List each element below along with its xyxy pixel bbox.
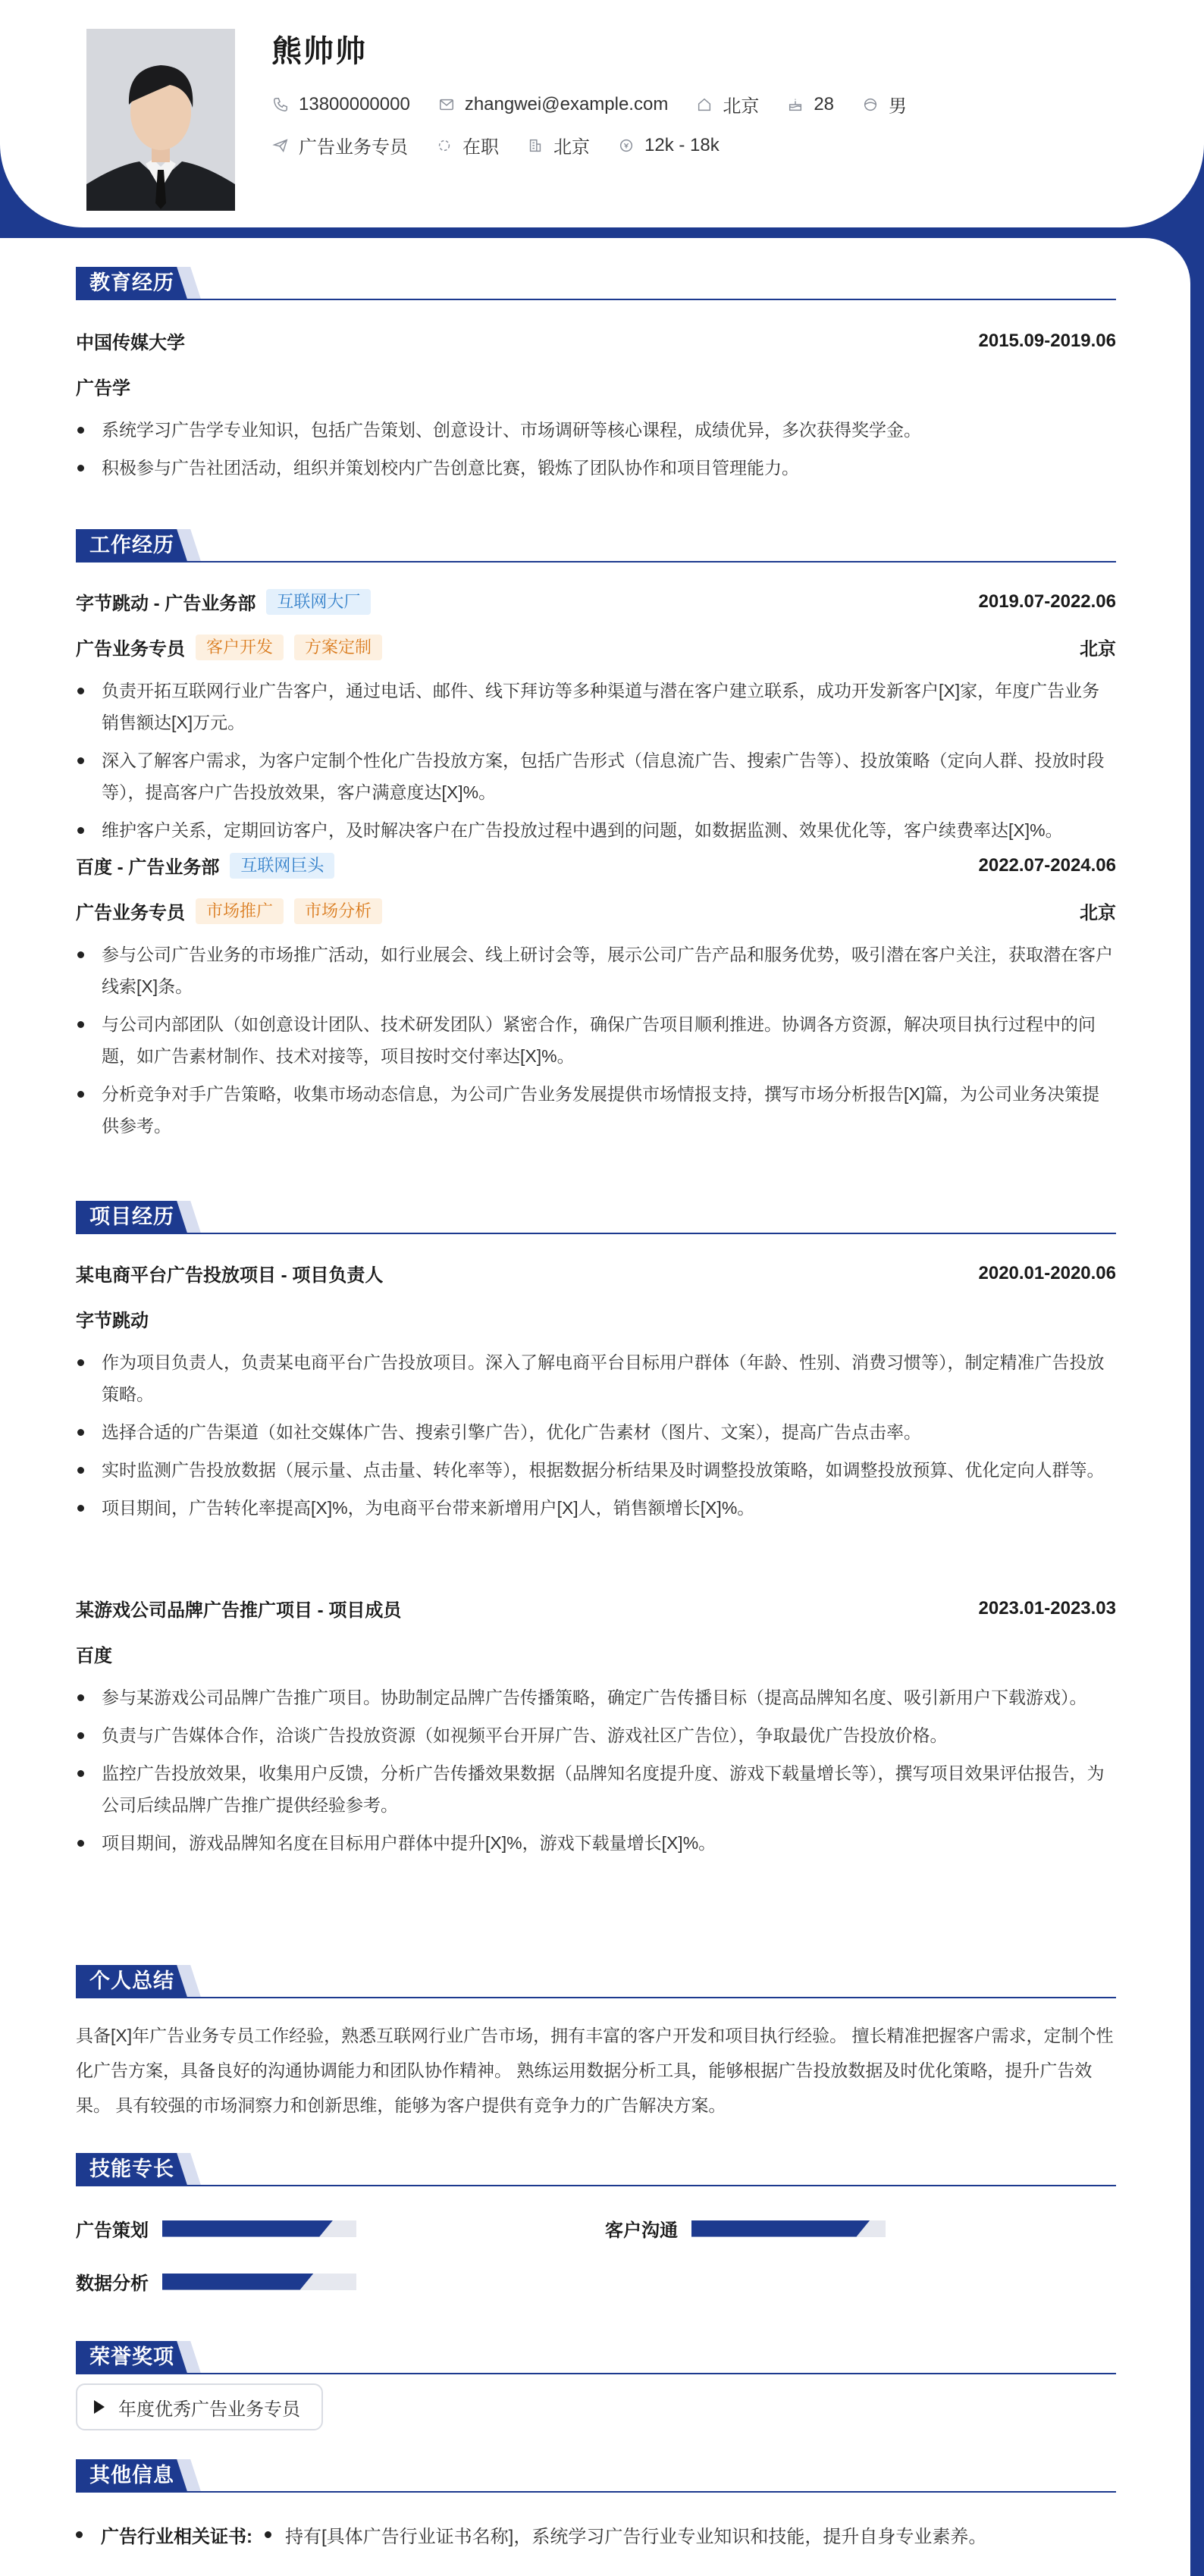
section-title: 工作经历 — [76, 529, 188, 561]
gender-icon — [861, 96, 879, 114]
work-location: 北京 — [1080, 903, 1116, 923]
section-title: 项目经历 — [76, 1201, 188, 1233]
email-text: zhangwei@example.com — [464, 93, 669, 114]
position-item — [271, 132, 408, 158]
city-item — [526, 132, 590, 158]
home-icon — [695, 96, 713, 114]
email-item — [437, 94, 669, 115]
phone-icon — [271, 96, 290, 114]
project-org: 字节跳动 — [76, 1311, 149, 1331]
list-item: 参与公司广告业务的市场推广活动，如行业展会、线上研讨会等，展示公司广告产品和服务优势，吸引潜在客户关注，获取潜在客户线索[X]条。 — [76, 939, 1116, 1002]
education-section-header — [76, 267, 1116, 300]
list-item: 选择合适的广告渠道（如社交媒体广告、搜索引擎广告），优化广告素材（图片、文案），提高广告点击率。 — [76, 1416, 1116, 1448]
list-item: 项目期间，游戏品牌知名度在目标用户群体中提升[X]%，游戏下载量增长[X]%。 — [76, 1827, 1116, 1859]
work-company-row — [76, 852, 1116, 879]
list-item: 参与某游戏公司品牌广告推广项目。协助制定品牌广告传播策略，确定广告传播目标（提高品牌知名度、吸引新用户下载游戏）。 — [76, 1681, 1116, 1713]
phone-text: 13800000000 — [299, 93, 410, 114]
resume-body — [0, 238, 1190, 2576]
salary-item — [617, 135, 720, 156]
other-section-header — [76, 2459, 1116, 2493]
work-location: 北京 — [1080, 639, 1116, 660]
skills-section-header — [76, 2153, 1116, 2186]
list-item: 系统学习广告学专业知识，包括广告策划、创意设计、市场调研等核心课程，成绩优异，多次获得奖学金。 — [76, 414, 1116, 446]
role-tag: 客户开发 — [196, 635, 284, 660]
skill-item — [76, 2215, 356, 2242]
award-item — [76, 2383, 323, 2430]
role-name: 广告业务专员 — [76, 639, 185, 660]
list-item: 监控广告投放效果，收集用户反馈，分析广告传播效果数据（品牌知名度提升度、游戏下载量增长等），撰写项目效果评估报告，为公司后续品牌广告推广提供经验参考。 — [76, 1757, 1116, 1821]
project-row — [76, 1260, 1116, 1286]
list-item: 积极参与广告社团活动，组织并策划校内广告创意比赛，锻炼了团队协作和项目管理能力。 — [76, 452, 1116, 484]
list-item: 深入了解客户需求，为客户定制个性化广告投放方案，包括广告形式（信息流广告、搜索广告等）、投放策略（定向人群、投放时段等），提高客户广告投放效果，客户满意度达[X]%。 — [76, 744, 1116, 808]
school-name: 中国传媒大学 — [76, 333, 185, 353]
phone-item — [271, 94, 410, 115]
list-item: 分析竞争对手广告策略，收集市场动态信息，为公司广告业务发展提供市场情报支持，撰写市场分析报告[X]篇，为公司业务决策提供参考。 — [76, 1078, 1116, 1142]
education-row — [76, 327, 1116, 354]
awards-section-header — [76, 2341, 1116, 2374]
skill-name: 广告策划 — [76, 2220, 149, 2241]
status-icon — [435, 136, 453, 155]
gender-text: 男 — [889, 96, 908, 117]
summary-text: 具备[X]年广告业务专员工作经验，熟悉互联网行业广告市场，拥有丰富的客户开发和项目执行经验。 擅长精准把握客户需求，定制个性化广告方案，具备良好的沟通协调能力和团队协作精神。 熟练运用数据分析工具，能够根据广告投放数据及时优化策略，提升广告效果。 具有较强的市场洞察力和创新思维，能够为客户提供有竞争力的广告解决方案。 — [76, 2026, 1114, 2115]
skill-bar — [162, 2274, 356, 2290]
skill-bar-fill — [162, 2274, 314, 2290]
section-title: 个人总结 — [76, 1965, 188, 1997]
work-role-row — [76, 898, 1116, 924]
work-company-row — [76, 588, 1116, 615]
company-tag: 互联网大厂 — [266, 589, 371, 615]
salary-text: 12k - 18k — [644, 134, 720, 155]
role-tag: 市场推广 — [196, 898, 284, 924]
work-role-row — [76, 634, 1116, 660]
mail-icon — [437, 96, 456, 114]
skill-name: 客户沟通 — [605, 2220, 678, 2241]
age-item — [786, 94, 834, 115]
job-intent-row — [271, 132, 747, 158]
project-name: 某游戏公司品牌广告推广项目 - 项目成员 — [76, 1600, 402, 1621]
education-bullets — [76, 414, 1116, 490]
contact-row — [271, 91, 934, 118]
avatar — [86, 29, 235, 211]
status-item — [435, 132, 499, 158]
role-tag: 市场分析 — [294, 898, 382, 924]
project-bullets — [76, 1681, 1116, 1865]
company-tag: 互联网巨头 — [230, 853, 334, 879]
skill-bar — [691, 2220, 886, 2237]
skill-item — [76, 2268, 356, 2295]
profile-header — [0, 0, 1204, 227]
list-item: 负责与广告媒体合作，洽谈广告投放资源（如视频平台开屏广告、游戏社区广告位），争取最优广告投放价格。 — [76, 1719, 1116, 1751]
work-period: 2019.07-2022.06 — [978, 591, 1116, 612]
work-bullets — [76, 675, 1116, 852]
skill-bar — [162, 2220, 356, 2237]
candidate-name: 熊帅帅 — [271, 35, 367, 68]
list-item: 维护客户关系，定期回访客户，及时解决客户在广告投放过程中遇到的问题，如数据监测、效果优化等，客户续费率达[X]%。 — [76, 814, 1116, 846]
project-org-row — [76, 1641, 1116, 1667]
company-name: 百度 - 广告业务部 — [76, 857, 220, 878]
education-period: 2015.09-2019.06 — [978, 330, 1116, 351]
project-bullets — [76, 1346, 1116, 1530]
city-text: 北京 — [553, 137, 590, 158]
project-org-row — [76, 1305, 1116, 1332]
skill-item — [605, 2215, 886, 2242]
project-org: 百度 — [76, 1646, 112, 1666]
list-item: 与公司内部团队（如创意设计团队、技术研发团队）紧密合作，确保广告项目顺利推进。协调各方资源，解决项目执行过程中的问题，如广告素材制作、技术对接等，项目按时交付率达[X]%。 — [76, 1008, 1116, 1072]
projects-section-header — [76, 1201, 1116, 1234]
send-icon — [271, 136, 290, 155]
skill-name: 数据分析 — [76, 2274, 149, 2294]
bullet-dot — [265, 2531, 271, 2538]
other-text: 持有[具体广告行业证书名称]，系统学习广告行业专业知识和技能，提升自身专业素养。 — [285, 2527, 987, 2547]
section-title: 教育经历 — [76, 267, 188, 299]
list-item: 项目期间，广告转化率提高[X]%，为电商平台带来新增用户[X]人，销售额增长[X]%。 — [76, 1492, 1116, 1524]
list-item: 作为项目负责人，负责某电商平台广告投放项目。深入了解电商平台目标用户群体（年龄、性别、消费习惯等），制定精准广告投放策略。 — [76, 1346, 1116, 1410]
coin-icon — [617, 136, 635, 155]
list-item: 实时监测广告投放数据（展示量、点击量、转化率等），根据数据分析结果及时调整投放策略，如调整投放预算、优化定向人群等。 — [76, 1454, 1116, 1486]
cake-icon — [786, 96, 804, 114]
building-icon — [526, 136, 544, 155]
other-label: 广告行业相关证书: — [101, 2527, 252, 2547]
major-name: 广告学 — [76, 378, 130, 399]
summary-section-header — [76, 1965, 1116, 1998]
other-info-item — [76, 2521, 1116, 2548]
role-tag: 方案定制 — [294, 635, 382, 660]
project-period: 2020.01-2020.06 — [978, 1262, 1116, 1283]
hometown-item — [695, 91, 759, 118]
gender-item — [861, 91, 907, 118]
project-name: 某电商平台广告投放项目 - 项目负责人 — [76, 1265, 384, 1286]
section-title: 其他信息 — [76, 2459, 188, 2491]
status-text: 在职 — [462, 137, 499, 158]
award-text: 年度优秀广告业务专员 — [118, 2399, 300, 2420]
skill-bar-fill — [162, 2220, 333, 2237]
project-row — [76, 1595, 1116, 1622]
bullet-dot — [76, 2531, 83, 2538]
section-title: 技能专长 — [76, 2153, 188, 2185]
role-name: 广告业务专员 — [76, 903, 185, 923]
hometown-text: 北京 — [723, 96, 760, 117]
work-bullets — [76, 939, 1116, 1148]
work-section-header — [76, 529, 1116, 563]
play-icon — [94, 2400, 105, 2414]
project-period: 2023.01-2023.03 — [978, 1597, 1116, 1619]
position-text: 广告业务专员 — [299, 137, 408, 158]
age-text: 28 — [814, 93, 835, 114]
section-title: 荣誉奖项 — [76, 2341, 188, 2373]
list-item: 负责开拓互联网行业广告客户，通过电话、邮件、线下拜访等多种渠道与潜在客户建立联系，成功开发新客户[X]家，年度广告业务销售额达[X]万元。 — [76, 675, 1116, 738]
company-name: 字节跳动 - 广告业务部 — [76, 594, 256, 614]
work-period: 2022.07-2024.06 — [978, 854, 1116, 876]
major-row — [76, 373, 1116, 400]
skill-bar-fill — [691, 2220, 870, 2237]
